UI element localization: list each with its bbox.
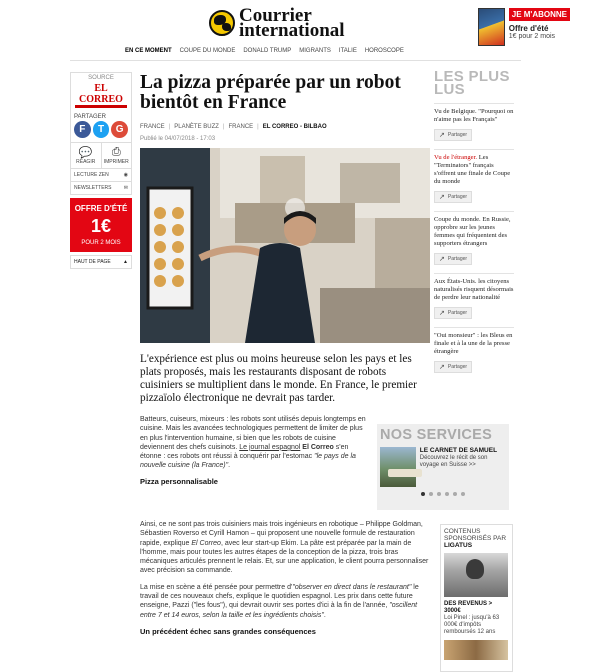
carousel-dot[interactable] [453, 492, 457, 496]
text-run: . [323, 611, 326, 619]
subheading-precedent: Un précédent échec sans grandes conséquences [140, 626, 316, 636]
article-title: La pizza préparée par un robot bientôt en France [140, 72, 401, 113]
react-button[interactable] [71, 143, 101, 168]
most-read-item[interactable] [434, 103, 514, 142]
sponsored-title[interactable]: DES REVENUS > 3000€ [444, 601, 493, 614]
subscription-promo[interactable] [478, 8, 570, 46]
item-text: les citoyens naturalisés risquent désormais de perdre leur nationalité [434, 278, 514, 301]
most-read-item[interactable] [434, 327, 514, 374]
sponsor-brand[interactable]: LIGATUS [444, 542, 473, 549]
share-button[interactable] [434, 129, 472, 141]
share-label: Partager [447, 194, 468, 200]
text-run: La mise en scène a été pensée pour permettre d' [140, 583, 293, 591]
article-photo [140, 148, 430, 343]
item-text: En Russie, opprobre sur les jeunes femmes qui fréquentent des supporters étrangers [434, 216, 511, 247]
nav-item-migrants[interactable]: MIGRANTS [299, 48, 331, 54]
text-run: . [228, 462, 231, 470]
offer-title: OFFRE D'ÉTÉ [74, 204, 128, 213]
service-thumbnail [380, 447, 416, 487]
share-button[interactable] [434, 361, 472, 373]
text-run: s'en étonne : ces robots ont réussi à conquérir par l'estomac [140, 443, 349, 461]
carousel-dot[interactable] [429, 492, 433, 496]
sponsored-text: Loi Pinel : jusqu'à 63 000€ d'impôts remboursés 12 ans [444, 615, 500, 635]
carousel-dot[interactable] [421, 492, 425, 496]
publish-date: Publié le 04/07/2018 - 17:03 [140, 136, 216, 142]
paragraph-1 [140, 415, 370, 471]
breadcrumb-item[interactable]: PLANÈTE BUZZ [174, 124, 219, 130]
react-label: RÉAGIR [76, 159, 96, 165]
nav-item-italie[interactable]: ITALIE [338, 48, 357, 54]
newsletters-button[interactable] [71, 181, 131, 194]
sponsored-label-text: CONTENUS SPONSORISÉS PAR [444, 528, 507, 542]
top-label: HAUT DE PAGE [74, 259, 111, 265]
nav-divider [70, 60, 521, 61]
envelope-icon: ✉ [123, 185, 128, 191]
article-body-continued [140, 520, 430, 636]
share-label: Partager [447, 364, 468, 370]
share-button[interactable] [434, 307, 472, 319]
article-body [140, 415, 370, 494]
breadcrumb-item[interactable]: FRANCE [228, 124, 254, 130]
sponsored-content [440, 524, 513, 672]
facebook-icon[interactable]: F [74, 121, 91, 138]
item-prefix: Coupe du monde. [434, 216, 481, 223]
chevron-up-icon: ▲ [123, 259, 128, 265]
logo-line-1: Courrier [239, 5, 312, 26]
text-run: El Correo [300, 443, 334, 451]
services-box [377, 424, 509, 510]
carousel-dot[interactable] [461, 492, 465, 496]
source-name[interactable]: EL CORREO [75, 83, 127, 108]
print-label: IMPRIMER [103, 159, 129, 165]
eye-icon: ◉ [123, 172, 128, 178]
service-card[interactable] [377, 443, 509, 491]
most-read-item[interactable] [434, 149, 514, 204]
share-label: Partager [447, 256, 468, 262]
item-prefix: "Oui monsieur" : [434, 332, 479, 339]
nav-item-coupe-du-monde[interactable]: COUPE DU MONDE [179, 48, 236, 54]
item-text: Les "Terminators" français s'offrent une finale de Coupe du monde [434, 154, 511, 185]
google-plus-icon[interactable]: G [111, 121, 128, 138]
promo-subtitle: 1€ pour 2 mois [508, 33, 556, 40]
el-correo-link[interactable]: Le journal espagnol [239, 443, 301, 451]
share-label: PARTAGER [74, 114, 107, 120]
item-prefix: Vu de l'étranger. [434, 154, 478, 161]
most-read-item[interactable] [434, 211, 514, 266]
article-lead: L'expérience est plus ou moins heureuse selon les pays et les plats proposés, mais les restaurants disposant de robots cuisiniers se multiplient dans le monde. En France, le premier pizzaïolo électronique ne devrait pas tarder. [140, 353, 417, 404]
text-run: , avec leur start-up Ekim. La pâte est préparée par la main de l'homme, mais pour toutes les autres étapes de la conception de la pizza, trois bras mécaniques articulés prennent le relais. Et, sur une application, le client pourra personnaliser avec précision sa commande. [140, 539, 429, 575]
share-button[interactable] [434, 191, 472, 203]
offer-price: 1€ [90, 216, 112, 236]
carousel-dots [377, 492, 509, 496]
service-card-title: LE CARNET DE SAMUEL [419, 447, 498, 454]
share-label: Partager [447, 132, 468, 138]
comment-icon: 💬 [78, 147, 93, 159]
globe-logo-icon [209, 10, 235, 36]
top-navigation [125, 48, 404, 54]
site-logo[interactable] [209, 6, 345, 40]
text-run: El Correo [191, 539, 221, 547]
article-sidebar [70, 72, 132, 269]
text-run: le travail de ces nouveaux chefs, explique le quotidien espagnol. Les prix dans cette future enseigne, Pazzi ("les fous"), qui devrait ouvrir ses portes d'ici à la fin de l'année, [140, 583, 419, 610]
logo-line-2: international [239, 20, 345, 41]
twitter-icon[interactable]: T [93, 121, 110, 138]
offer-duration: POUR 2 MOIS [81, 240, 121, 246]
source-label: SOURCE [88, 75, 114, 81]
sponsored-image[interactable] [444, 553, 508, 597]
text-run: "le pays de la nouvelle cuisine (la France)" [140, 453, 356, 470]
item-text: les Bleus en finale et à la une de la presse étrangère [434, 332, 513, 355]
magazine-cover-image [478, 8, 505, 46]
print-button[interactable] [101, 143, 132, 168]
subheading-pizza: Pizza personnalisable [140, 476, 218, 486]
sponsored-label [444, 528, 509, 549]
nav-item-horoscope[interactable]: HOROSCOPE [364, 48, 404, 54]
sponsored-image-2[interactable] [444, 640, 508, 660]
paragraph-2 [140, 520, 430, 576]
share-button[interactable] [434, 253, 472, 265]
newsletters-label: NEWSLETTERS [74, 185, 112, 191]
share-icon: ↗ [439, 364, 445, 371]
share-label: Partager [447, 310, 468, 316]
service-card-text: Découvrez le récit de son voyage en Suisse >> [419, 455, 488, 468]
zen-reading-button[interactable] [71, 168, 131, 181]
services-heading: NOS SERVICES [380, 427, 493, 443]
carousel-dot[interactable] [445, 492, 449, 496]
text-run: Ainsi, ce ne sont pas trois cuisiniers mais trois ingénieurs en robotique – Philippe Goldman, Sébastien Roverso et Cyrill Hamon – qui proposent une nouvelle formule de restauration rapide, explique [140, 521, 423, 547]
item-text: "Pourquoi on n'aime pas les Français" [434, 108, 514, 123]
promo-title: Offre d'été [508, 24, 549, 33]
nav-item-donald-trump[interactable]: DONALD TRUMP [243, 48, 292, 54]
text-run: "observer en direct dans le restaurant" [292, 583, 412, 591]
nav-item-en-ce-moment[interactable]: EN CE MOMENT [125, 48, 172, 54]
carousel-dot[interactable] [437, 492, 441, 496]
share-icon: ↗ [439, 132, 445, 139]
back-to-top-button[interactable] [70, 255, 132, 269]
item-prefix: Vu de Belgique. [434, 108, 477, 115]
paragraph-3 [140, 583, 430, 620]
source-box [70, 72, 132, 195]
item-prefix: Aux États-Unis. [434, 278, 477, 285]
zen-label: LECTURE ZEN [74, 172, 109, 178]
text-run: Batteurs, cuiseurs, mixeurs : les robots sont utilisés depuis longtemps en cuisine. Mais les avancées technologiques permettent de limiter de plus en plus l'intervention humaine, si bien que les robots de cuisine deviennent des chefs cuisinots. [140, 416, 366, 451]
text-run: "oscillent entre 7 et 14 euros, selon la taille et les ingrédients choisis" [140, 602, 418, 619]
breadcrumb-item-source[interactable]: EL CORREO - BILBAO [262, 124, 327, 130]
summer-offer-banner[interactable] [70, 198, 132, 252]
most-read-column [434, 70, 514, 374]
share-icon: ↗ [439, 256, 445, 263]
printer-icon: ⎙ [111, 146, 121, 158]
subscribe-button[interactable]: JE M'ABONNE [509, 8, 570, 21]
share-icon: ↗ [439, 310, 445, 317]
breadcrumb: FRANCE | PLANÈTE BUZZ | FRANCE | EL CORREO - BILBAO [140, 124, 327, 130]
breadcrumb-item[interactable]: FRANCE [140, 124, 165, 130]
most-read-item[interactable] [434, 273, 514, 320]
share-icon: ↗ [439, 194, 445, 201]
most-read-heading: LES PLUS LUS [434, 68, 510, 98]
